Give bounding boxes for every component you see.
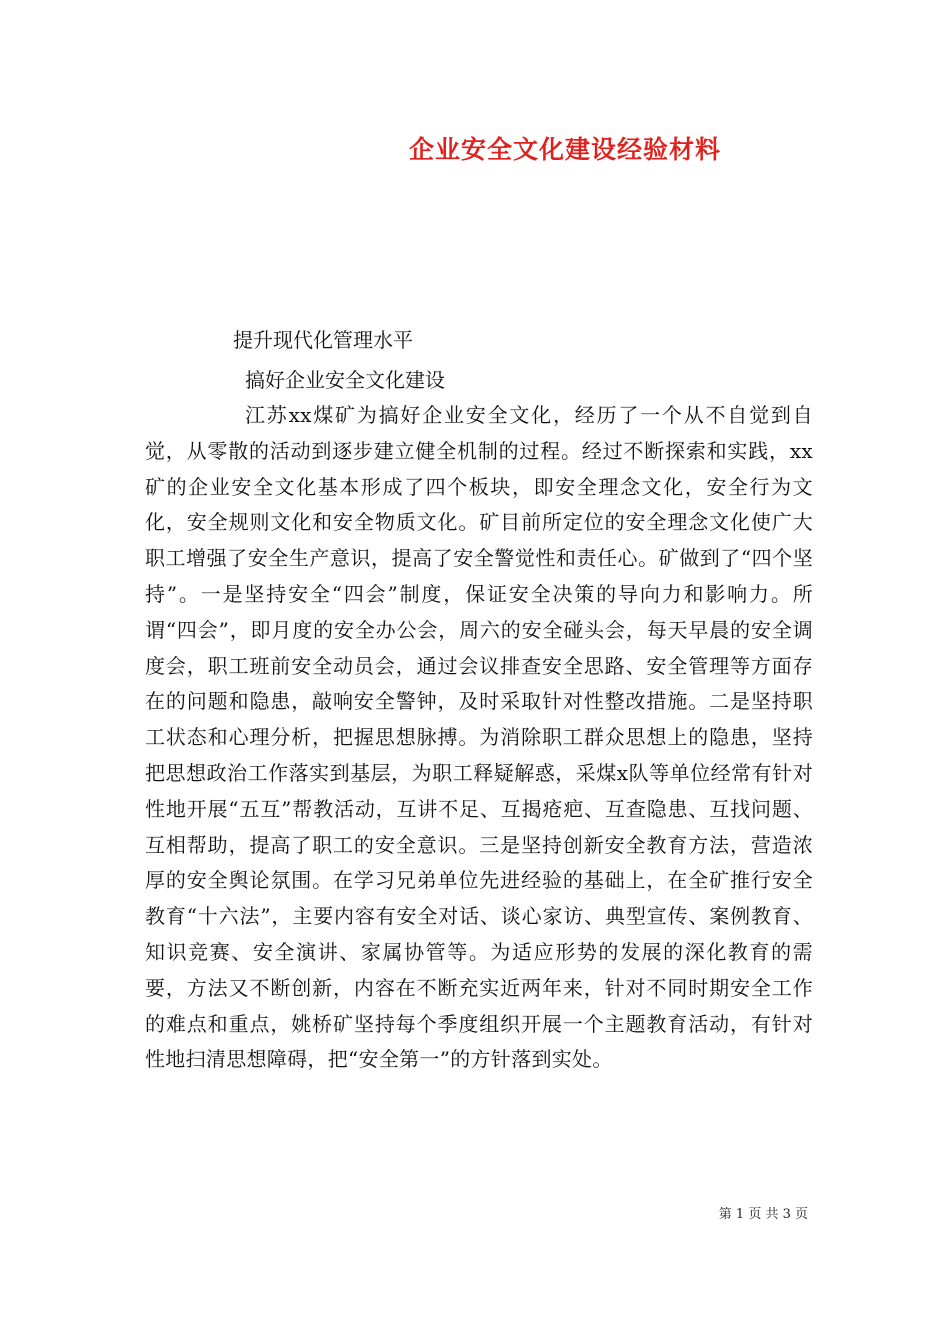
body-paragraph: 江苏xx煤矿为搞好企业安全文化，经历了一个从不自觉到自觉，从零散的活动到逐步建立健全机制的过程。经过不断探索和实践，xx矿的企业安全文化基本形成了四个板块，即安全理念文化，安全行为文化，安全规则文化和安全物质文化。矿目前所定位的安全理念文化使广大职工增强了安全生产意识，提高了安全警觉性和责任心。矿做到了“四个坚持”。一是坚持安全“四会”制度，保证安全决策的导向力和影响力。所谓“四会”，即月度的安全办公会，周六的安全碰头会，每天早晨的安全调度会，职工班前安全动员会，通过会议排查安全思路、安全管理等方面存在的问题和隐患，敲响安全警钟，及时采取针对性整改措施。二是坚持职工状态和心理分析，把握思想脉搏。为消除职工群众思想上的隐患，坚持把思想政治工作落实到基层，为职工释疑解惑，采煤x队等单位经常有针对性地开展“五互”帮教活动，互讲不足、互揭疮疤、互查隐患、互找问题、互相帮助，提高了职工的安全意识。三是坚持创新安全教育方法，营造浓厚的安全舆论氛围。在学习兄弟单位先进经验的基础上，在全矿推行安全教育“十六法”，主要内容有安全对话、谈心家访、典型宣传、案例教育、知识竞赛、安全演讲、家属协管等。为适应形势的发展的深化教育的需要，方法又不断创新，内容在不断充实近两年来，针对不同时期安全工作的难点和重点，姚桥矿坚持每个季度组织开展一个主题教育活动，有针对性地扫清思想障碍，把“安全第一”的方针落到实处。 bbox=[145, 403, 813, 1072]
page-indicator: 第 1 页 共 3 页 bbox=[718, 1207, 808, 1222]
subtitle-primary: 提升现代化管理水平 bbox=[233, 328, 413, 352]
document-title: 企业安全文化建设经验材料 bbox=[408, 135, 721, 164]
subtitle-secondary: 搞好企业安全文化建设 bbox=[245, 368, 445, 392]
